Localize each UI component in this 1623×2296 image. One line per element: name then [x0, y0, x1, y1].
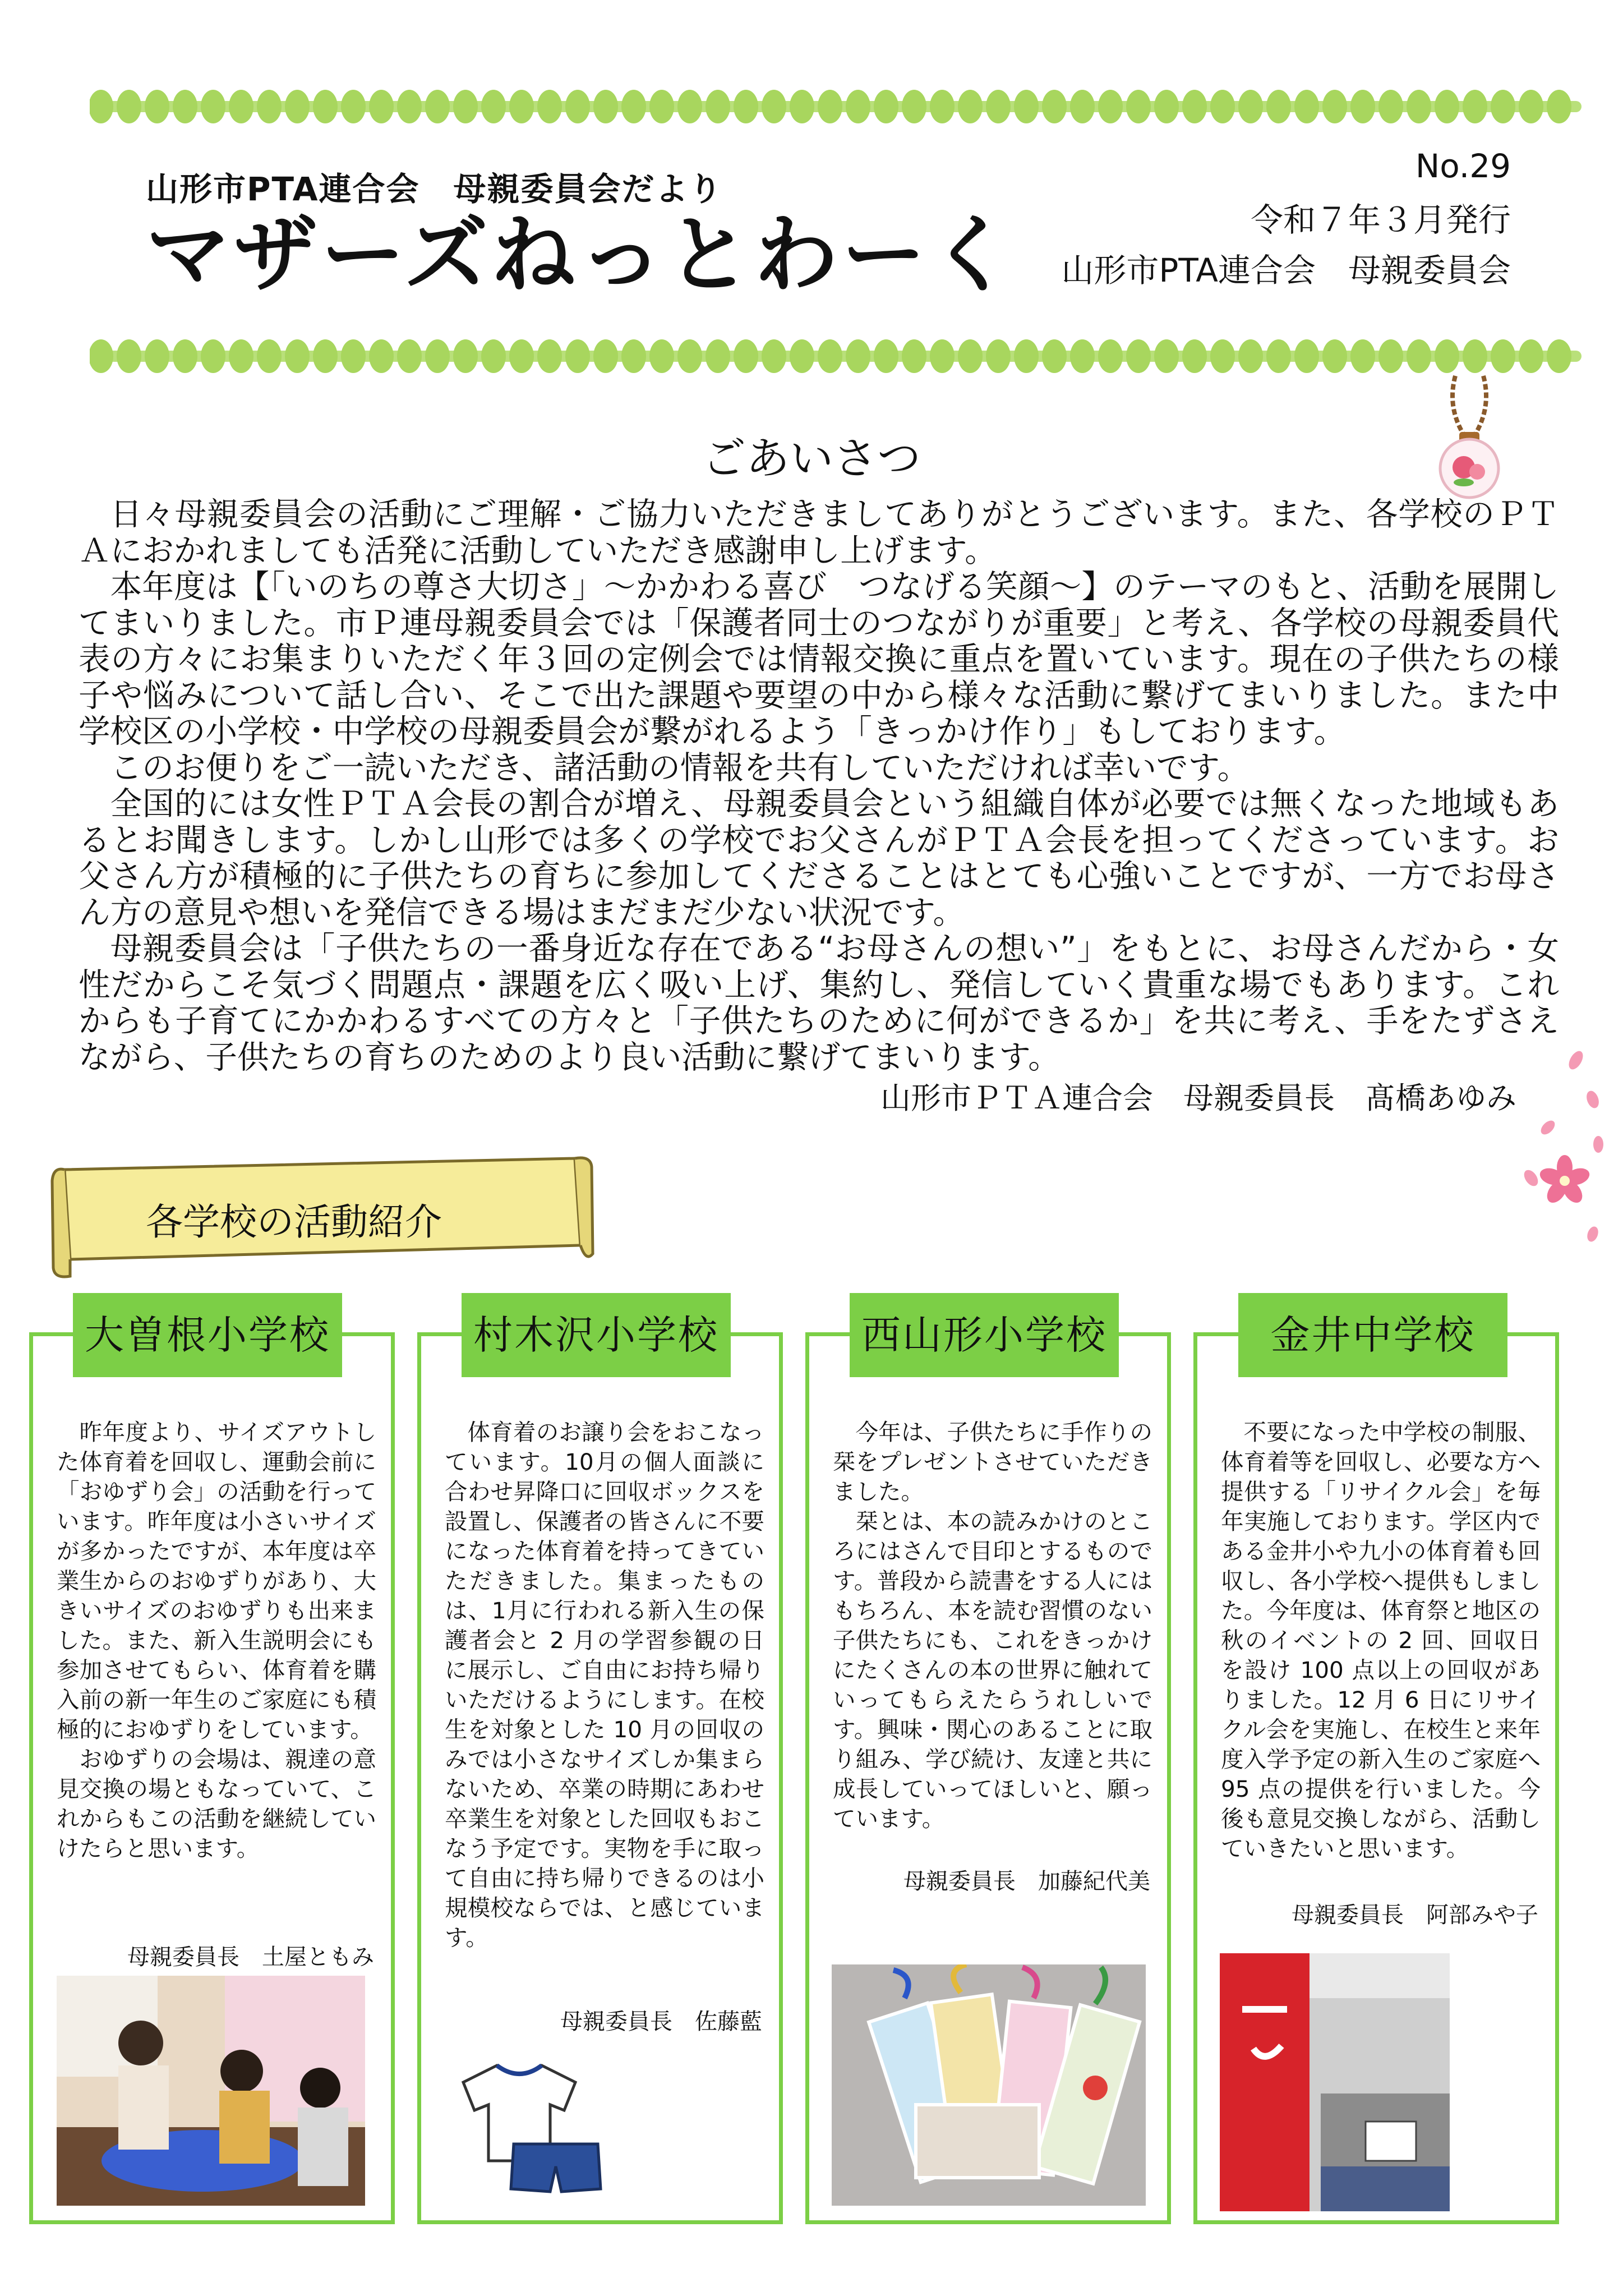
issue-date: 令和７年３月発行: [1250, 201, 1511, 239]
greeting-paragraph: 全国的には女性ＰＴＡ会長の割合が増え、母親委員会という組織自体が必要では無くなった地域もあるとお聞きします。しかし山形では多くの学校でお父さんがＰＴＡ会長を担ってくださっています。お父さん方が積極的に子供たちの育ちに参加してくださることはとても心強いことですが、一方でお母さん方の意見や想いを発信できる場はまだまだ少ない状況です。: [79, 785, 1559, 931]
school-signature: 母親委員長 加藤紀代美: [903, 1869, 1150, 1894]
school-tab-murakizawa: 村木沢小学校: [462, 1293, 731, 1377]
leaf-garland-bottom: [90, 334, 1581, 379]
school-paragraph: おゆずりの会場は、親達の意見交換の場ともなっていて、これからもこの活動を継続していけたらと思います。: [57, 1746, 376, 1862]
school-card-body: [833, 1418, 1152, 1834]
greeting-paragraph: 本年度は【「いのちの尊さ大切さ」～かかわる喜び つなげる笑顔～】のテーマのもと、活動を展開してまいりました。市Ｐ連母親委員会では「保護者同士のつながりが重要」と考え、各学校の母親委員代表の方々にお集まりいただく年３回の定例会では情報交換に重点を置いています。現在の子供たちの様子や悩みについて話し合い、そこで出た課題や要望の中から様々な活動に繋げてまいりました。また中学校区の小学校・中学校の母親委員会が繋がれるよう「きっかけ作り」もしております。: [79, 568, 1559, 750]
issue-number: No.29: [1415, 147, 1511, 185]
school-card-osone: [29, 1332, 395, 2224]
school-card-kanai: [1193, 1332, 1559, 2224]
greeting-signature: 山形市ＰＴＡ連合会 母親委員長 髙橋あゆみ: [880, 1080, 1516, 1116]
greeting-paragraph: 日々母親委員会の活動にご理解・ご協力いただきましてありがとうございます。また、各学校のＰＴＡにおかれましても活発に活動していただき感謝申し上げます。: [79, 496, 1559, 569]
photo-recycle-event: [1220, 1953, 1450, 2211]
photo-handmade-bookmarks: [832, 1964, 1146, 2206]
section-banner-title: 各学校の活動紹介: [146, 1200, 442, 1244]
school-paragraph: 今年は、子供たちに手作りの栞をプレゼントさせていただきました。: [833, 1419, 1152, 1505]
school-signature: 母親委員長 阿部みや子: [1292, 1902, 1538, 1928]
greeting-body: [79, 496, 1559, 1075]
sakura-petals-icon: [1514, 1049, 1610, 1273]
leaf-garland-top: [90, 84, 1581, 129]
publisher: 山形市PTA連合会 母親委員会: [1061, 251, 1511, 289]
school-signature: 母親委員長 佐藤藍: [560, 2009, 762, 2035]
school-tab-osone: 大曽根小学校: [73, 1293, 342, 1377]
greeting-paragraph: 母親委員会は「子供たちの一番身近な存在である“お母さんの想い”」をもとに、お母さんだから・女性だからこそ気づく問題点・課題を広く吸い上げ、集約し、発信していく貴重な場でもあります。これからも子育てにかかわるすべての方々と「子供たちのために何ができるか」を共に考え、手をたずさえながら、子供たちの育ちのためのより良い活動に繋げてまいります。: [79, 930, 1559, 1076]
school-paragraph: 昨年度より、サイズアウトした体育着を回収し、運動会前に「おゆずり会」の活動を行っています。昨年度は小さいサイズが多かったですが、本年度は卒業生からのおゆずりがあり、大きいサイズのおゆずりも出来ました。また、新入生説明会にも参加させてもらい、体育着を購入前の新一年生のご家庭にも積極的におゆずりをしています。: [57, 1419, 376, 1743]
newsletter-subtitle: 山形市PTA連合会 母親委員会だより: [146, 170, 723, 208]
school-paragraph: 体育着のお譲り会をおこなっています。10月の個人面談に合わせ昇降口に回収ボックスを設置し、保護者の皆さんに不要になった体育着を持ってきていただきました。集まったものは、1月に行われる新入生の保護者会と 2 月の学習参観の日に展示し、ご自由にお持ち帰りいただけるようにします。在校生を対象とした 10 月の回収のみでは小さなサイズしか集まらないため、卒業の時期にあわせ卒業生を対象とした回収もおこなう予定です。実物を手に取って自由に持ち帰りできるのは小規模校ならでは、と感じています。: [445, 1419, 764, 1951]
school-card-body: [1221, 1418, 1541, 1864]
school-paragraph: 栞とは、本の読みかけのところにはさんで目印とするものです。普段から読書をする人にはもちろん、本を読む習慣のない子供たちにも、これをきっかけにたくさんの本の世界に触れていってもらえたらうれしいです。興味・関心のあることに取り組み、学び続け、友達と共に成長していってほしいと、願っています。: [833, 1508, 1152, 1832]
school-card-body: [57, 1418, 376, 1864]
school-tab-nishiyamagata: 西山形小学校: [850, 1293, 1119, 1377]
greeting-title: ごあいさつ: [702, 434, 921, 484]
gym-uniform-icon: [446, 2060, 609, 2200]
school-paragraph: 不要になった中学校の制服、体育着等を回収し、必要な方へ提供する「リサイクル会」を毎年実施しております。学区内である金井小や九小の体育着も回収し、各小学校へ提供もしました。今年度は、体育祭と地区の秋のイベントの 2 回、回収日を設け 100 点以上の回収がありました。12 月 6 日にリサイクル会を実施し、在校生と来年度入学予定の新入生のご家庭へ 95 点の提供を行いました。今後も意見交換しながら、活動していきたいと思います。: [1221, 1419, 1541, 1862]
school-tab-kanai: 金井中学校: [1238, 1293, 1507, 1377]
school-signature: 母親委員長 土屋ともみ: [127, 1944, 374, 1970]
photo-hand-me-down-event: [57, 1976, 365, 2206]
school-card-nishiyamagata: [805, 1332, 1171, 2224]
school-card-murakizawa: [417, 1332, 783, 2224]
school-card-body: [445, 1418, 764, 1953]
greeting-paragraph: このお便りをご一読いただき、諸活動の情報を共有していただければ幸いです。: [110, 749, 1249, 786]
newsletter-title: マザーズねっとわーく: [146, 206, 1017, 304]
